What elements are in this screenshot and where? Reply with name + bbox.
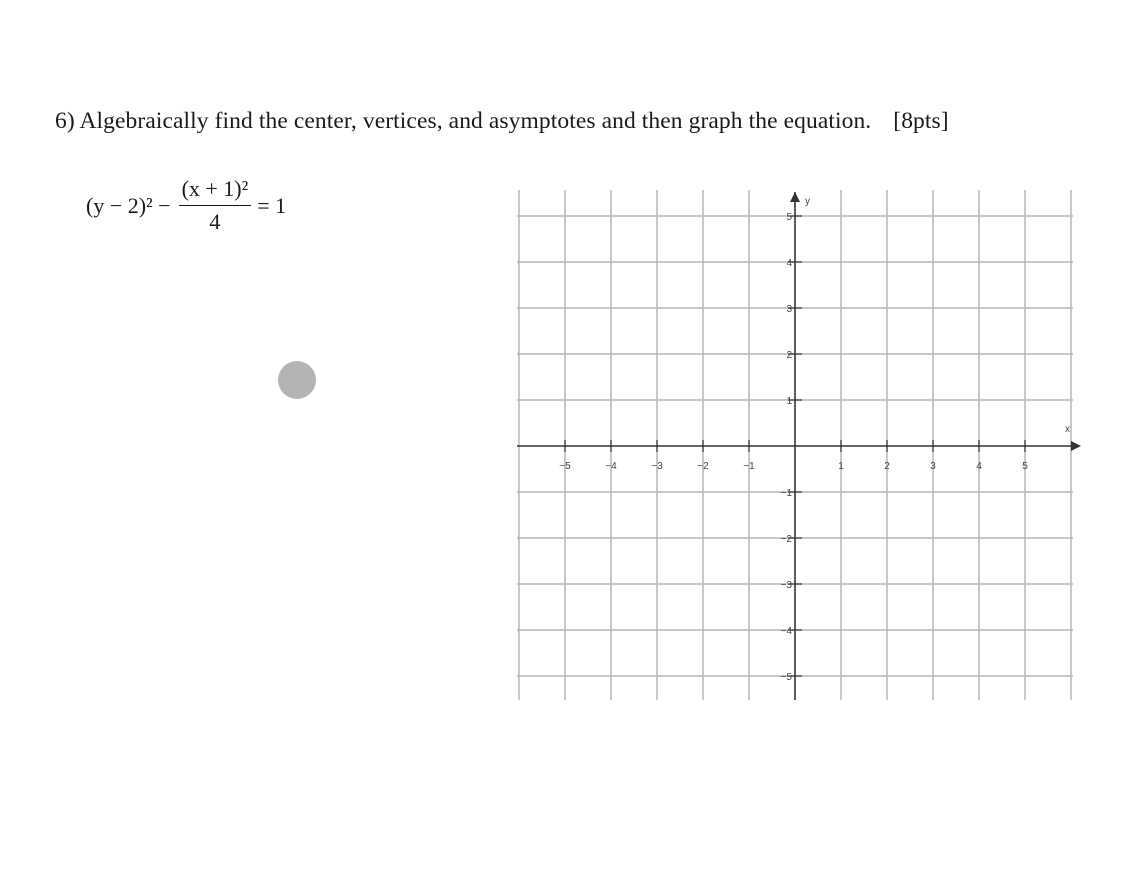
y-tick-label: 5 [786, 212, 792, 223]
x-tick-label: −3 [651, 461, 663, 472]
y-axis-arrow [790, 192, 800, 202]
x-tick-label: 5 [1022, 461, 1028, 472]
hyperbola-equation [86, 176, 286, 235]
x-tick-label: 1 [838, 461, 844, 472]
fraction-numerator: (x + 1)² [179, 176, 252, 206]
x-tick-label: 4 [976, 461, 982, 472]
touch-cursor-dot [278, 361, 316, 399]
y-tick-label: 2 [786, 350, 792, 361]
equation-left-term: (y − 2)² − [86, 192, 171, 218]
x-tick-label: −2 [697, 461, 709, 472]
x-tick-label: 3 [930, 461, 936, 472]
y-tick-label: 1 [786, 396, 792, 407]
y-axis-label: y [805, 196, 810, 207]
x-tick-label: 2 [884, 461, 890, 472]
question-body: Algebraically find the center, vertices, and asymptotes and then graph the equation. [79, 108, 872, 134]
y-tick-label: −2 [780, 534, 792, 545]
equation-fraction [179, 176, 252, 235]
coordinate-grid[interactable] [505, 180, 1095, 710]
y-tick-label: 3 [786, 304, 792, 315]
question-text [55, 108, 949, 135]
y-tick-label: −4 [780, 626, 792, 637]
y-tick-label: −5 [780, 672, 792, 683]
x-tick-label: −1 [743, 461, 755, 472]
y-tick-label: −3 [780, 580, 792, 591]
question-number: 6) [55, 108, 75, 134]
y-tick-label: 4 [786, 258, 792, 269]
y-tick-label: −1 [780, 488, 792, 499]
x-axis-label: x [1065, 424, 1070, 435]
x-tick-label: −4 [605, 461, 617, 472]
equation-right-side: = 1 [257, 192, 287, 218]
x-axis-arrow [1071, 441, 1081, 451]
fraction-denominator: 4 [209, 209, 221, 234]
x-tick-label: −5 [559, 461, 571, 472]
question-points: [8pts] [893, 108, 949, 134]
